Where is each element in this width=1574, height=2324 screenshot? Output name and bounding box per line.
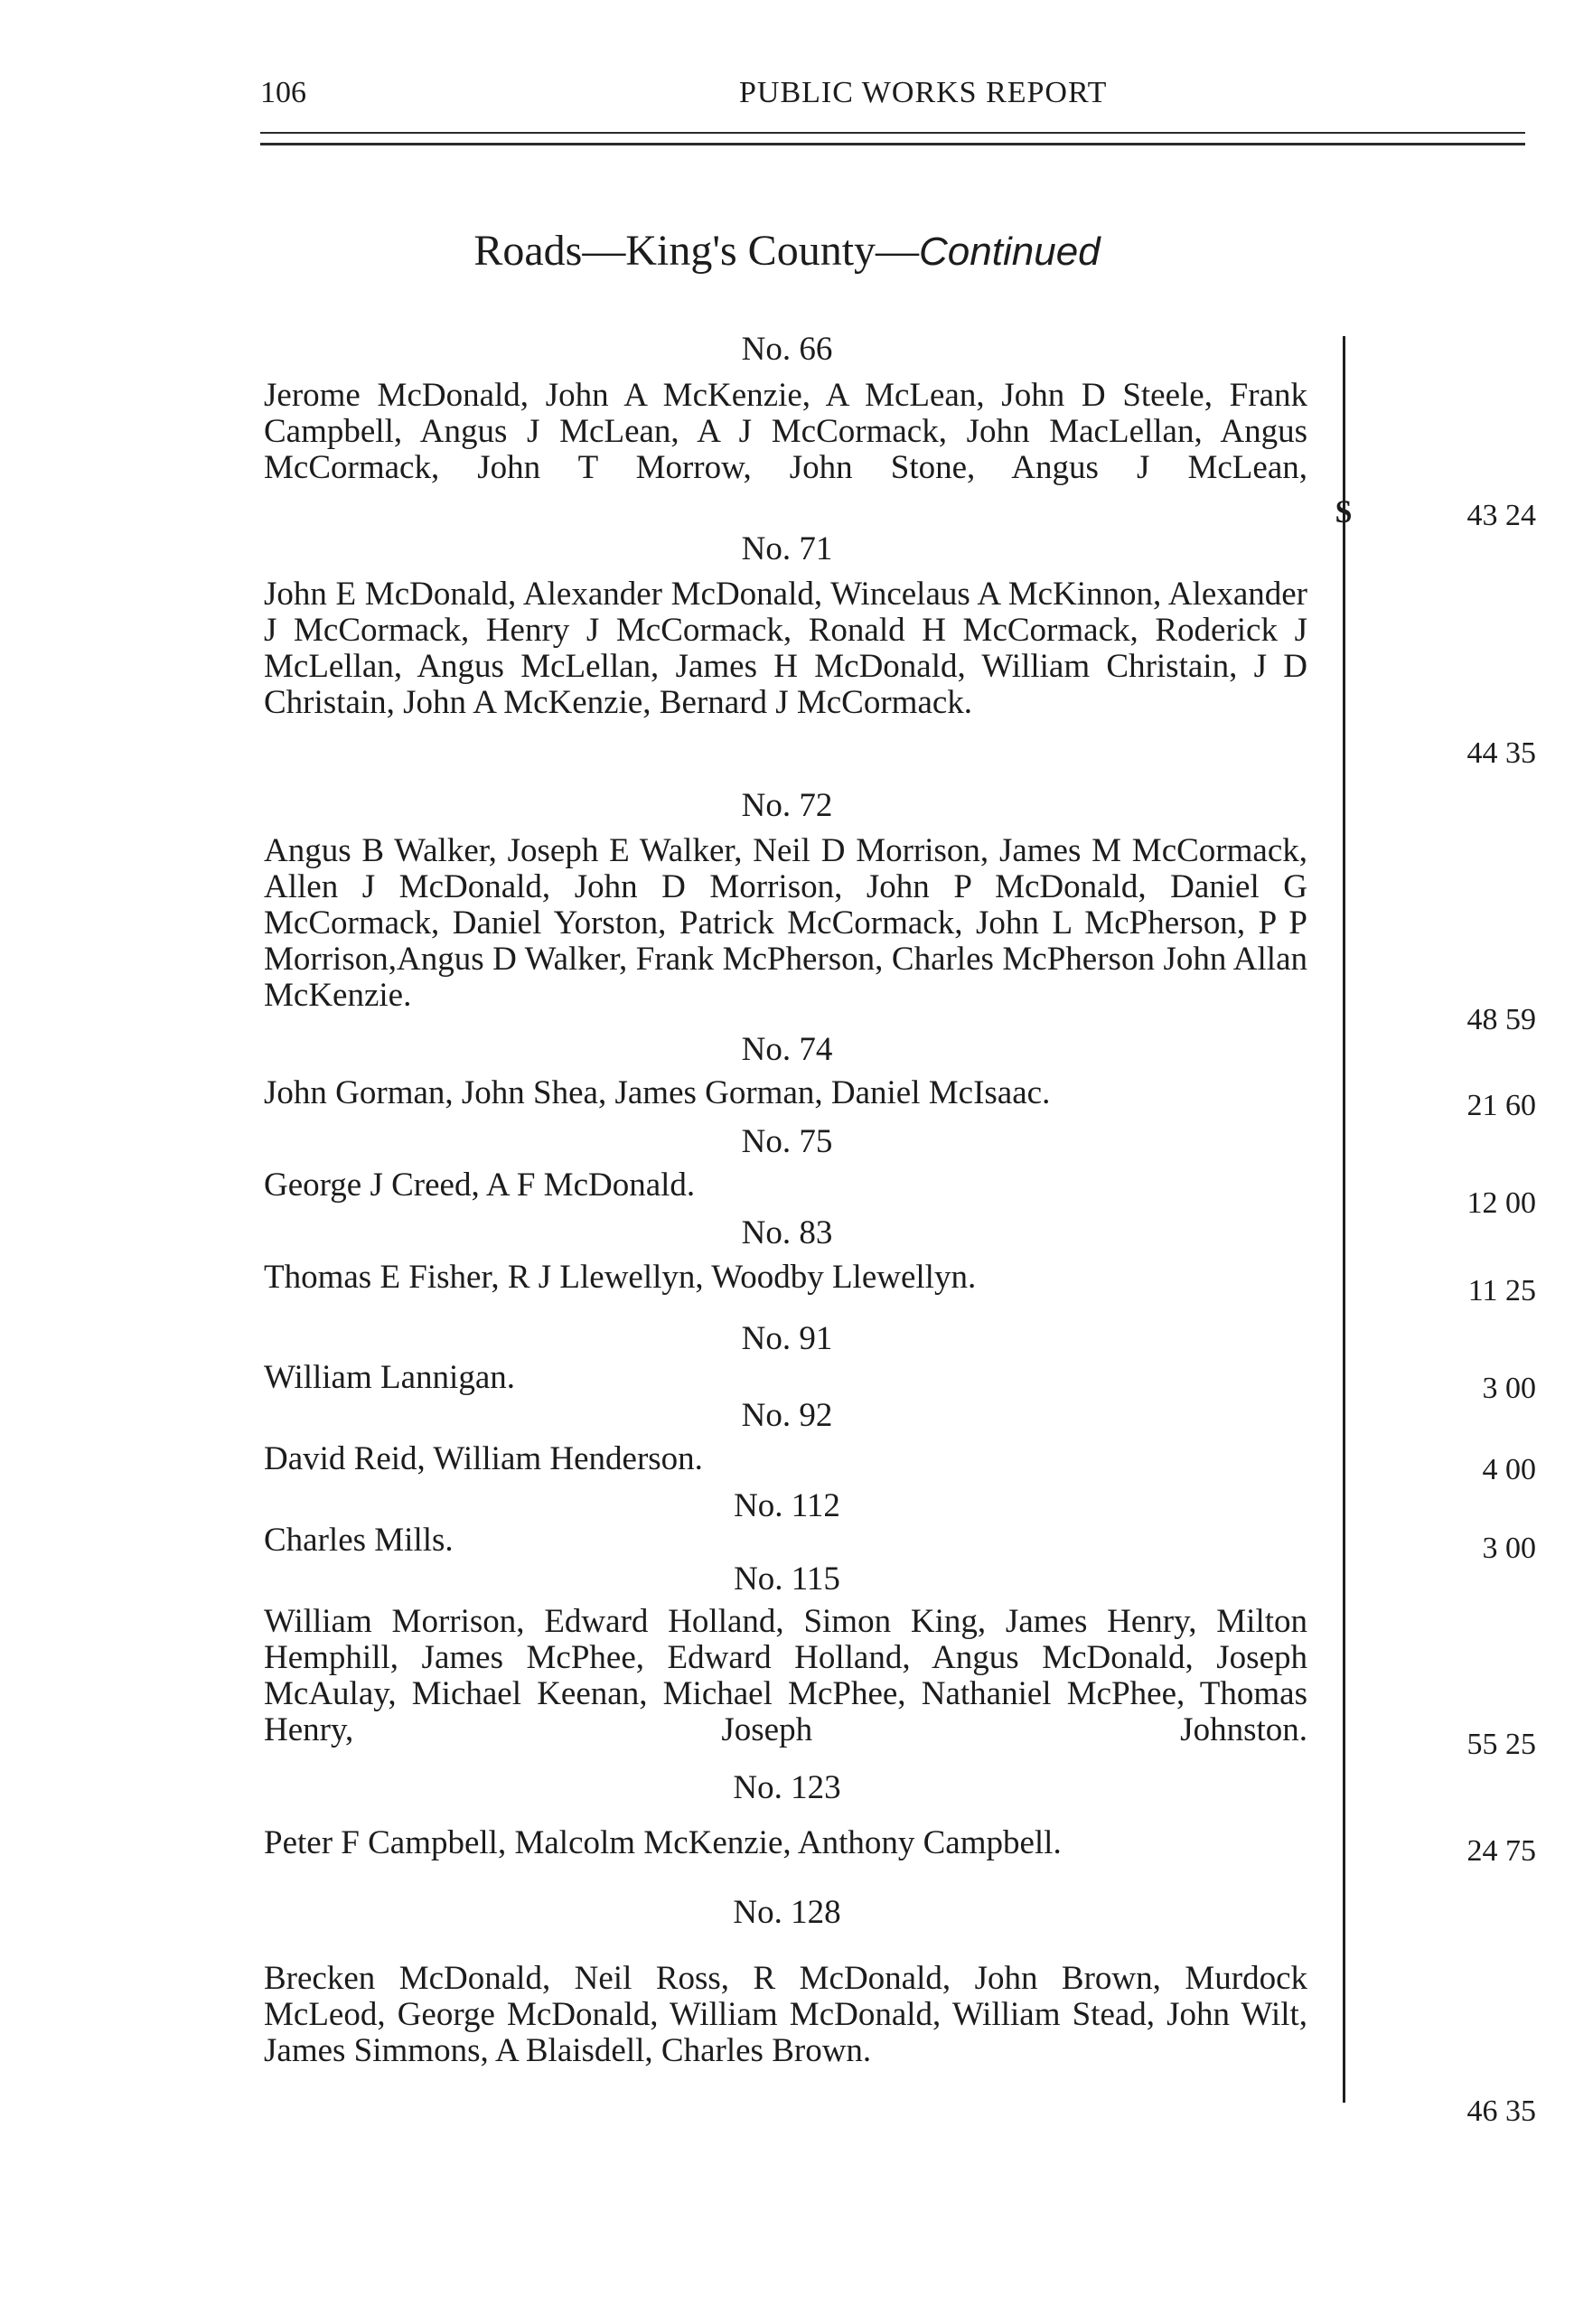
road-112-amount: 3 00 bbox=[1482, 1532, 1536, 1565]
road-123-workers: Peter F Campbell, Malcolm McKenzie, Anthony Campbell. bbox=[264, 1824, 1062, 1861]
running-head: PUBLIC WORKS REPORT bbox=[739, 76, 1108, 109]
road-number-91: No. 91 bbox=[741, 1320, 833, 1357]
road-number-72: No. 72 bbox=[741, 787, 833, 824]
road-number-83: No. 83 bbox=[741, 1214, 833, 1251]
road-112-workers: Charles Mills. bbox=[264, 1522, 454, 1559]
road-123-amount: 24 75 bbox=[1466, 1834, 1536, 1868]
road-75-workers: George J Creed, A F McDonald. bbox=[264, 1167, 696, 1204]
title-continued: Continued bbox=[919, 230, 1101, 274]
road-number-92: No. 92 bbox=[741, 1397, 833, 1434]
header-rule-thick bbox=[260, 143, 1525, 145]
road-74-workers: John Gorman, John Shea, James Gorman, Daniel McIsaac. bbox=[264, 1074, 1051, 1111]
road-71-amount: 44 35 bbox=[1466, 736, 1536, 770]
road-71-workers: John E McDonald, Alexander McDonald, Wincelaus A McKinnon, Alexander J McCormack, Henry J McCormack, Ronald H McCormack, Roderick J McLellan, Angus McLellan, James H McDonald, William Christain, J D Christain, John A McKenzie, Bernard J McCormack. bbox=[264, 576, 1307, 721]
road-number-74: No. 74 bbox=[741, 1031, 833, 1068]
road-number-66: No. 66 bbox=[741, 331, 833, 368]
page-number: 106 bbox=[260, 76, 306, 109]
road-92-amount: 4 00 bbox=[1482, 1453, 1536, 1486]
road-72-amount: 48 59 bbox=[1466, 1003, 1536, 1036]
page-title bbox=[0, 226, 1574, 276]
title-main: Roads—King's County— bbox=[473, 227, 920, 275]
road-91-amount: 3 00 bbox=[1482, 1372, 1536, 1405]
road-75-amount: 12 00 bbox=[1466, 1186, 1536, 1220]
header-rule-thin bbox=[260, 132, 1525, 134]
road-72-workers: Angus B Walker, Joseph E Walker, Neil D Morrison, James M McCormack, Allen J McDonald, John D Morrison, John P McDonald, Daniel G McCormack, Daniel Yorston, Patrick McCormack, John L McPherson, P P Morrison,Angus D Walker, Frank McPherson, Charles McPherson John Allan McKenzie. bbox=[264, 832, 1307, 1014]
road-128-amount: 46 35 bbox=[1466, 2094, 1536, 2128]
road-number-123: No. 123 bbox=[733, 1769, 841, 1806]
road-number-112: No. 112 bbox=[734, 1487, 840, 1524]
road-83-workers: Thomas E Fisher, R J Llewellyn, Woodby Llewellyn. bbox=[264, 1259, 977, 1296]
road-number-75: No. 75 bbox=[741, 1123, 833, 1160]
road-66-amount: 43 24 bbox=[1466, 499, 1536, 532]
road-74-amount: 21 60 bbox=[1466, 1089, 1536, 1122]
road-92-workers: David Reid, William Henderson. bbox=[264, 1440, 703, 1477]
road-number-128: No. 128 bbox=[733, 1894, 841, 1931]
road-66-workers: Jerome McDonald, John A McKenzie, A McLean, John D Steele, Frank Campbell, Angus J McLean, A J McCormack, John MacLellan, Angus McCormack, John T Morrow, John Stone, Angus J McLean, bbox=[264, 377, 1307, 486]
road-number-115: No. 115 bbox=[734, 1560, 840, 1598]
road-115-workers: William Morrison, Edward Holland, Simon King, James Henry, Milton Hemphill, James McPhee, Edward Holland, Angus McDonald, Joseph McAulay, Michael Keenan, Michael McPhee, Nathaniel McPhee, Thomas Henry, Joseph Johnston. bbox=[264, 1603, 1307, 1748]
road-115-amount: 55 25 bbox=[1466, 1728, 1536, 1761]
dollar-sign: $ bbox=[1335, 493, 1352, 529]
road-83-amount: 11 25 bbox=[1467, 1274, 1536, 1307]
road-128-workers: Brecken McDonald, Neil Ross, R McDonald, John Brown, Murdock McLeod, George McDonald, William McDonald, William Stead, John Wilt, James Simmons, A Blaisdell, Charles Brown. bbox=[264, 1960, 1307, 2069]
road-number-71: No. 71 bbox=[741, 530, 833, 567]
road-91-workers: William Lannigan. bbox=[264, 1359, 515, 1396]
